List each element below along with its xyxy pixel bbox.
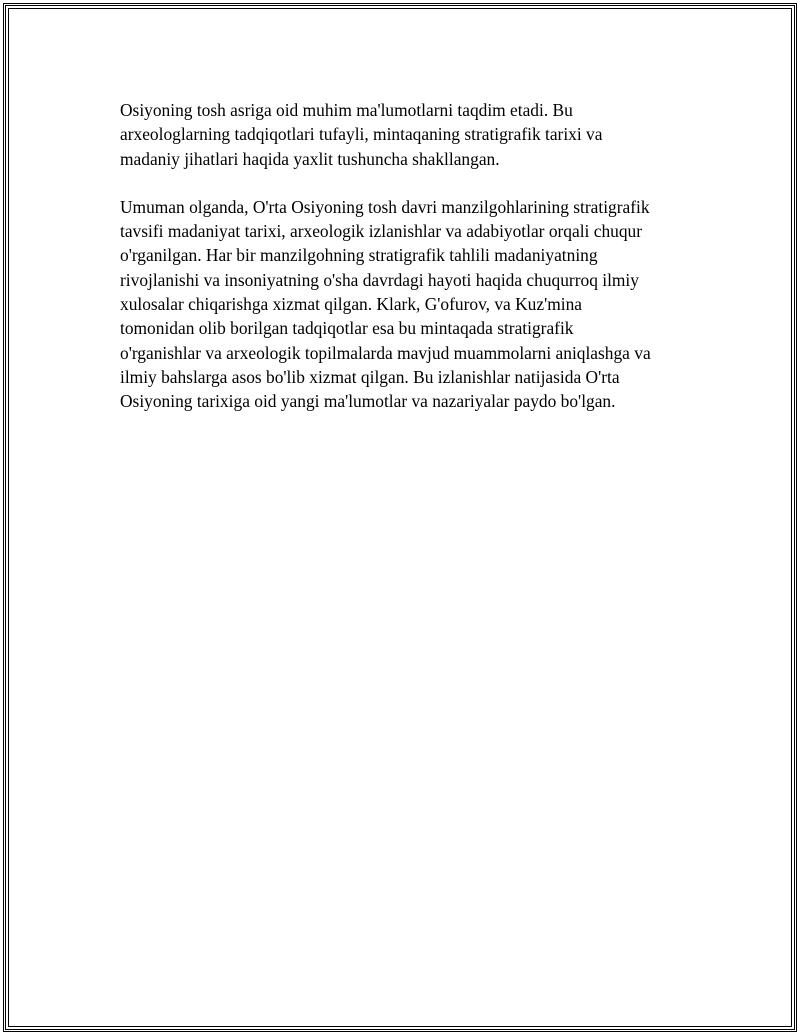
document-body: [120, 98, 700, 438]
paragraph-1: [120, 98, 700, 171]
paragraph-line: o'rganishlar va arxeologik topilmalarda mavjud muammolarni aniqlashga va: [120, 342, 651, 363]
paragraph-line: madaniy jihatlari haqida yaxlit tushuncha shakllangan.: [120, 148, 500, 169]
paragraph-line: rivojlanishi va insoniyatning o'sha davrdagi hayoti haqida chuqurroq ilmiy: [120, 269, 639, 290]
paragraph-line: ilmiy bahslarga asos bo'lib xizmat qilgan. Bu izlanishlar natijasida O'rta: [120, 366, 620, 387]
paragraph-2: [120, 195, 700, 414]
paragraph-line: arxeologlarning tadqiqotlari tufayli, mintaqaning stratigrafik tarixi va: [120, 124, 603, 145]
paragraph-line: tomonidan olib borilgan tadqiqotlar esa bu mintaqada stratigrafik: [120, 318, 574, 339]
paragraph-line: Osiyoning tosh asriga oid muhim ma'lumotlarni taqdim etadi. Bu: [120, 100, 573, 120]
paragraph-line: Umuman olganda, O'rta Osiyoning tosh davri manzilgohlarining stratigrafik: [120, 196, 650, 217]
page-border: [3, 3, 797, 1032]
paragraph-line: o'rganilgan. Har bir manzilgohning stratigrafik tahlili madaniyatning: [120, 245, 598, 266]
paragraph-line: xulosalar chiqarishga xizmat qilgan. Klark, G'ofurov, va Kuz'mina: [120, 294, 582, 315]
paragraph-line: tavsifi madaniyat tarixi, arxeologik izlanishlar va adabiyotlar orqali chuqur: [120, 221, 643, 242]
paragraph-line: Osiyoning tarixiga oid yangi ma'lumotlar va nazariyalar paydo bo'lgan.: [120, 391, 616, 412]
